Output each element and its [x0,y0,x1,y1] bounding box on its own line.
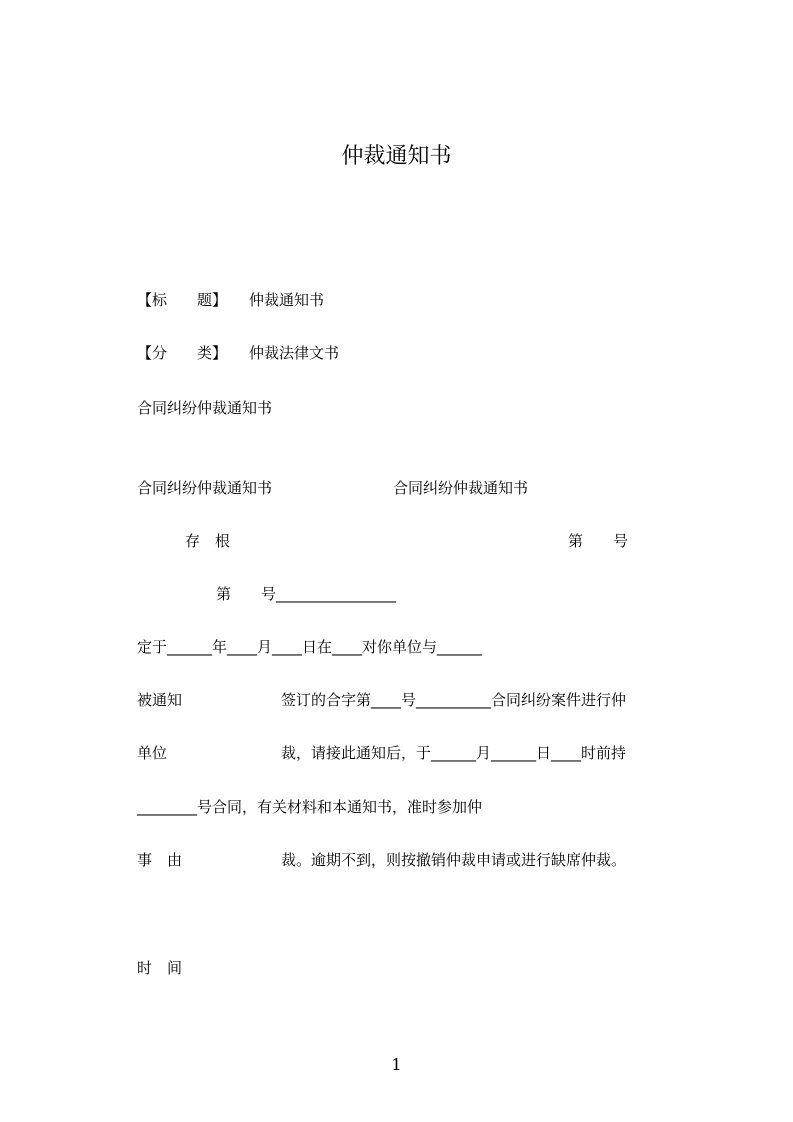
meta-title-label: 【标 题】 [137,291,228,309]
notice-number: 第 号 [568,532,629,550]
stub-label-notified-unit-a: 被通知 [137,691,183,709]
stub-number: 第 号________________ [216,585,397,603]
meta-category-label: 【分 类】 [137,344,228,362]
stub-label: 存 根 [185,532,231,550]
stub-label-time: 时 间 [137,959,183,977]
document-title: 仲裁通知书 [341,144,452,169]
notice-line-1: 定于______年____月____日在____对你单位与______ [137,638,483,656]
notice-heading: 合同纠纷仲裁通知书 [393,479,529,497]
stub-label-matter: 事 由 [137,851,183,869]
stub-heading: 合同纠纷仲裁通知书 [137,479,273,497]
page-number: 1 [391,1055,402,1074]
meta-title-value: 仲裁通知书 [249,291,325,309]
notice-line-4: ________号合同，有关材料和本通知书，准时参加仲 [137,798,483,816]
stub-label-notified-unit-b: 单位 [137,744,168,762]
notice-line-5: 裁。逾期不到，则按撤销仲裁申请或进行缺席仲裁。 [281,851,627,869]
meta-category-value: 仲裁法律文书 [249,344,340,362]
notice-line-2: 签订的合字第____号__________合同纠纷案件进行仲 [281,691,627,709]
section-heading: 合同纠纷仲裁通知书 [137,399,273,417]
notice-line-3: 裁，请接此通知后，于______月______日____时前持 [281,744,627,762]
